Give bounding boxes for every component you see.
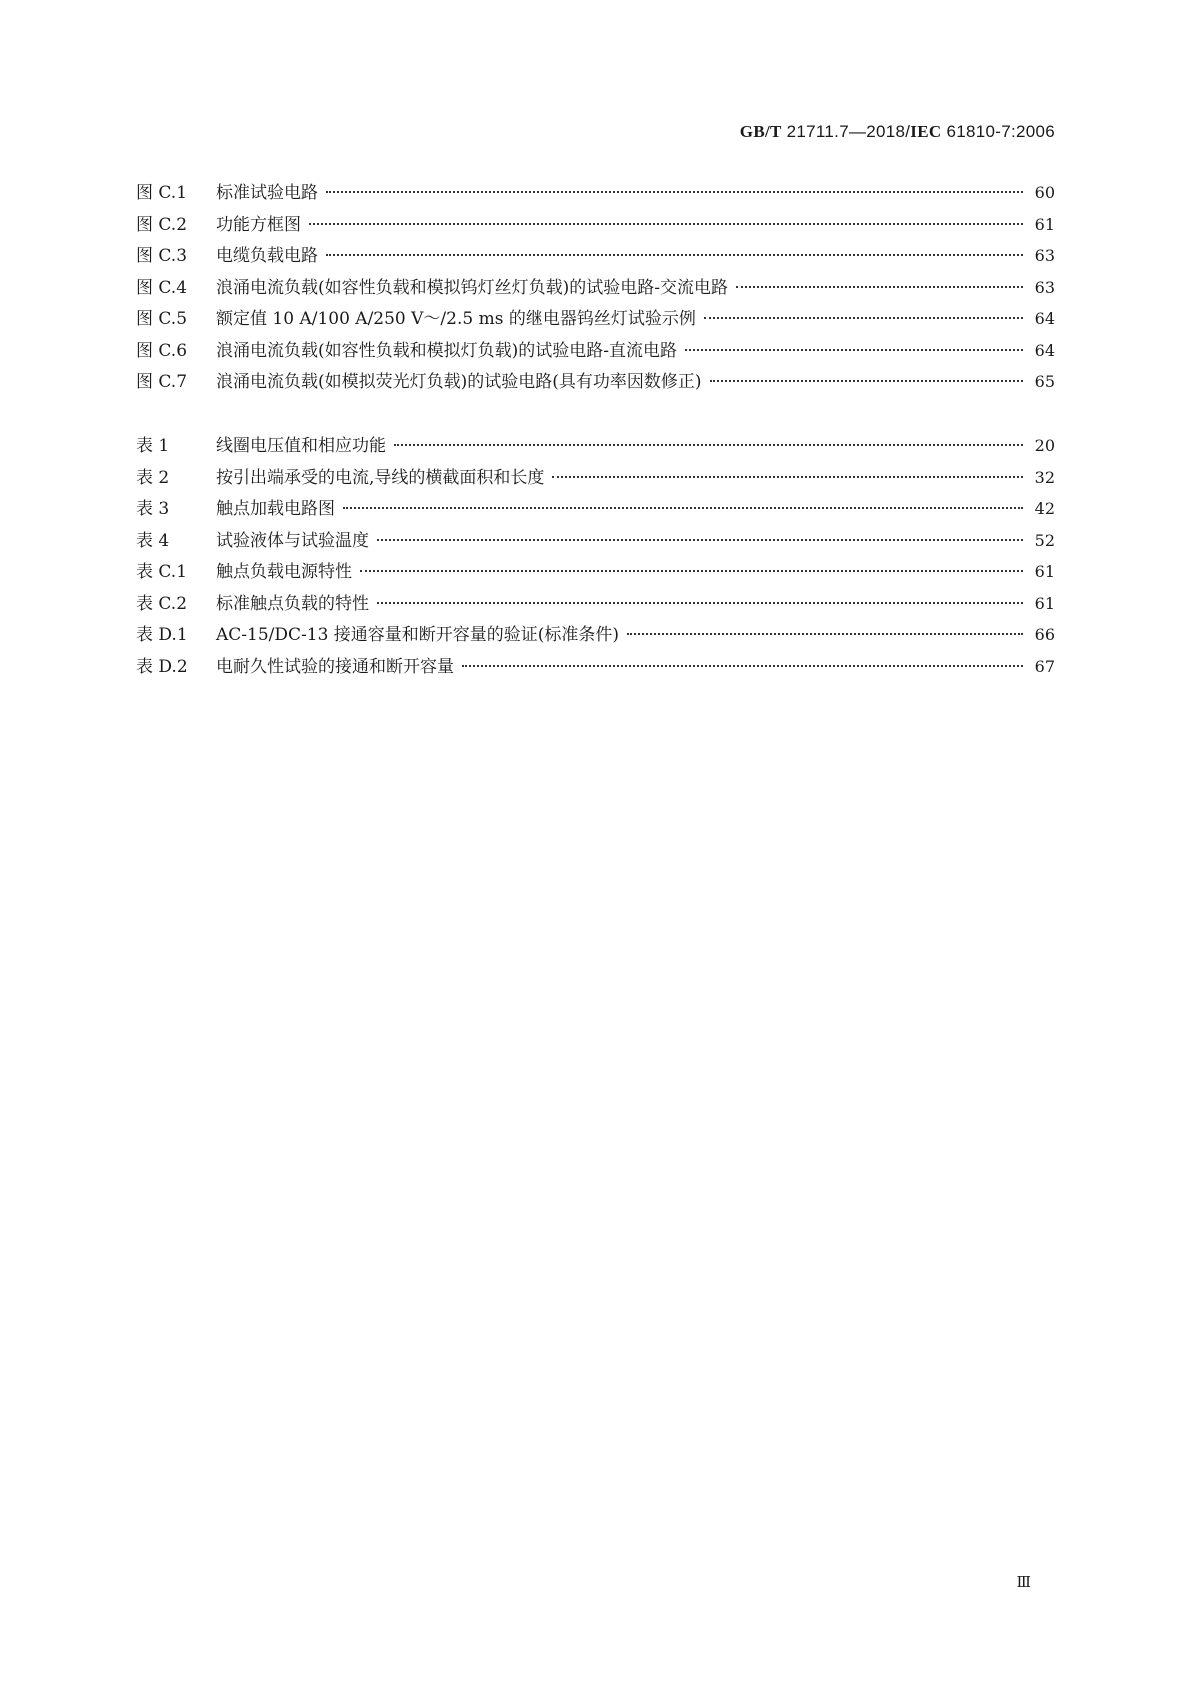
table-entry[interactable] bbox=[136, 589, 1055, 621]
toc-entry-title: 电缆负载电路 bbox=[216, 246, 318, 266]
document-header bbox=[740, 122, 1055, 142]
table-entry[interactable] bbox=[136, 463, 1055, 495]
figure-entry[interactable] bbox=[136, 273, 1055, 305]
header-standard-prefix: GB/T bbox=[739, 122, 782, 141]
page-number: Ⅲ bbox=[1016, 1573, 1031, 1591]
header-iec-prefix: IEC bbox=[910, 122, 942, 141]
header-standard-number: 21711.7—2018/ bbox=[786, 122, 911, 141]
toc-entry-title: 标准触点负载的特性 bbox=[216, 593, 369, 614]
toc-entry-page: 63 bbox=[1034, 277, 1055, 297]
toc-dot-leader bbox=[685, 349, 1023, 351]
figure-entry[interactable] bbox=[136, 241, 1055, 273]
toc-entry-page: 64 bbox=[1034, 309, 1055, 328]
toc-entry-title: 功能方框图 bbox=[216, 214, 301, 235]
toc-entry-id: 表 2 bbox=[136, 467, 170, 488]
toc-entry-title: AC-15/DC-13 接通容量和断开容量的验证(标准条件) bbox=[216, 625, 620, 645]
toc-entry-page: 61 bbox=[1034, 214, 1055, 234]
toc-entry-id: 表 4 bbox=[136, 530, 170, 551]
toc-entry-title: 浪涌电流负载(如容性负载和模拟钨灯丝灯负载)的试验电路-交流电路 bbox=[216, 277, 729, 298]
toc-entry-id: 图 C.5 bbox=[136, 309, 188, 329]
toc-dot-leader bbox=[326, 254, 1023, 256]
toc-dot-leader bbox=[704, 317, 1023, 319]
toc-entry-page: 42 bbox=[1034, 499, 1055, 518]
table-list bbox=[136, 431, 1055, 683]
table-entry[interactable] bbox=[136, 431, 1055, 463]
figure-entry[interactable] bbox=[136, 210, 1055, 242]
toc-entry-page: 60 bbox=[1034, 183, 1055, 202]
table-entry[interactable] bbox=[136, 494, 1055, 526]
toc-entry-page: 66 bbox=[1034, 625, 1055, 644]
toc-entry-id: 图 C.2 bbox=[136, 214, 188, 235]
header-iec-number: 61810-7:2006 bbox=[946, 122, 1055, 141]
toc-entry-page: 67 bbox=[1034, 656, 1055, 676]
table-entry[interactable] bbox=[136, 557, 1055, 589]
toc-entry-id: 图 C.1 bbox=[136, 183, 188, 203]
toc-dot-leader bbox=[627, 633, 1023, 635]
toc-dot-leader bbox=[552, 476, 1023, 478]
toc-entry-id: 表 3 bbox=[136, 499, 170, 519]
toc-entry-page: 32 bbox=[1034, 467, 1055, 487]
toc-entry-id: 表 1 bbox=[136, 436, 170, 456]
toc-dot-leader bbox=[343, 507, 1023, 509]
toc-entry-page: 63 bbox=[1034, 246, 1055, 265]
toc-dot-leader bbox=[377, 539, 1023, 541]
toc-dot-leader bbox=[736, 286, 1023, 288]
figure-list bbox=[136, 178, 1055, 399]
toc-dot-leader bbox=[710, 380, 1023, 382]
toc-entry-page: 52 bbox=[1034, 530, 1055, 550]
toc-dot-leader bbox=[377, 602, 1023, 604]
toc-entry-title: 触点负载电源特性 bbox=[216, 562, 352, 582]
table-entry[interactable] bbox=[136, 526, 1055, 558]
toc-entry-page: 61 bbox=[1034, 593, 1055, 613]
toc-dot-leader bbox=[326, 191, 1023, 193]
toc-entry-id: 表 C.2 bbox=[136, 593, 188, 614]
toc-entry-id: 表 C.1 bbox=[136, 562, 188, 582]
toc-entry-id: 图 C.7 bbox=[136, 372, 188, 392]
toc-dot-leader bbox=[394, 444, 1023, 446]
toc-entry-title: 浪涌电流负载(如容性负载和模拟灯负载)的试验电路-直流电路 bbox=[216, 340, 678, 361]
toc-entry-page: 20 bbox=[1034, 436, 1055, 455]
figure-entry[interactable] bbox=[136, 336, 1055, 368]
toc-entry-id: 表 D.2 bbox=[136, 656, 188, 677]
toc-entry-title: 按引出端承受的电流,导线的横截面积和长度 bbox=[216, 467, 545, 488]
toc-entry-id: 图 C.3 bbox=[136, 246, 188, 266]
toc-entry-page: 64 bbox=[1034, 340, 1055, 360]
toc-entry-title: 线圈电压值和相应功能 bbox=[216, 436, 386, 456]
figure-entry[interactable] bbox=[136, 178, 1055, 210]
toc-entry-id: 表 D.1 bbox=[136, 625, 188, 645]
toc-entry-id: 图 C.6 bbox=[136, 340, 188, 361]
toc-dot-leader bbox=[360, 570, 1023, 572]
toc-entry-title: 触点加载电路图 bbox=[216, 499, 335, 519]
toc-entry-page: 61 bbox=[1034, 562, 1055, 581]
table-entry[interactable] bbox=[136, 652, 1055, 684]
toc-entry-title: 标准试验电路 bbox=[216, 183, 318, 203]
toc-entry-title: 额定值 10 A/100 A/250 V～/2.5 ms 的继电器钨丝灯试验示例 bbox=[216, 309, 696, 329]
toc-entry-title: 浪涌电流负载(如模拟荧光灯负载)的试验电路(具有功率因数修正) bbox=[216, 372, 702, 392]
toc-entry-id: 图 C.4 bbox=[136, 277, 188, 298]
toc-entry-page: 65 bbox=[1034, 372, 1055, 391]
table-entry[interactable] bbox=[136, 620, 1055, 652]
toc-dot-leader bbox=[309, 223, 1023, 225]
figure-entry[interactable] bbox=[136, 367, 1055, 399]
toc-dot-leader bbox=[462, 665, 1023, 667]
toc-entry-title: 电耐久性试验的接通和断开容量 bbox=[216, 656, 454, 677]
figure-entry[interactable] bbox=[136, 304, 1055, 336]
toc-entry-title: 试验液体与试验温度 bbox=[216, 530, 369, 551]
